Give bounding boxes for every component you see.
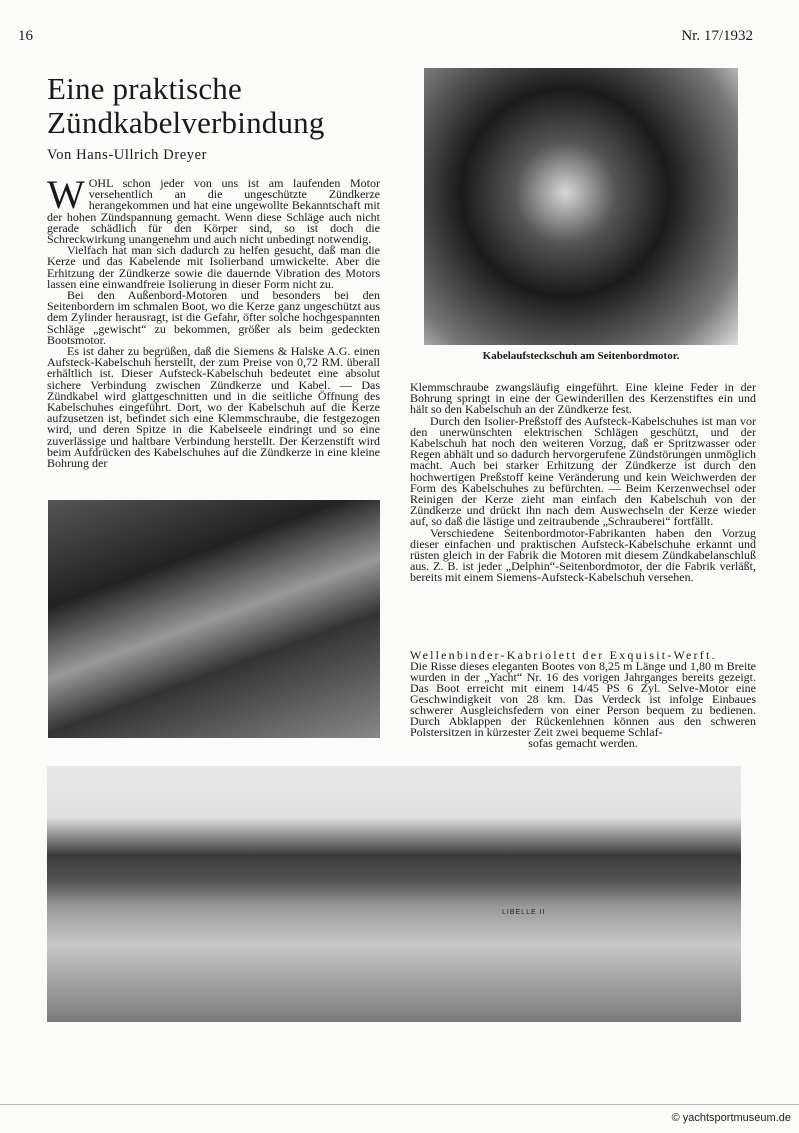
article-title [47, 72, 325, 140]
paragraph: Verschiedene Seitenbordmotor-Fabrikanten haben den Vorzug dieser einfachen und praktischen Aufsteck-Kabelschuhe erkannt und rüsten gleich in der Fabrik die Motoren mit diesem Zündkabelanschluß aus. Z. B. ist jeder „Delphin“-Seitenbordmotor, der die Fabrik verläßt, bereits mit einem Siemens-Aufsteck-Kabelschuh versehen. [410, 525, 756, 585]
page-number: 16 [18, 28, 33, 44]
cabriolet-boat-photo [48, 500, 380, 738]
paragraph [47, 172, 380, 247]
boat-caption-heading: Wellenbinder-Kabriolett der Exquisit-Werft. [410, 648, 717, 662]
right-column [410, 382, 756, 584]
engine-photo [424, 68, 738, 345]
left-column [47, 172, 380, 471]
paragraph: Es ist daher zu begrüßen, daß die Siemens & Halske A.G. einen Aufsteck-Kabelschuh herstellt, der zum Preise von 0,72 RM. überall erhältlich ist. Dieser Aufsteck-Kabelschuh bedeutet eine absolut sichere Verbindung zwischen Zündkerze und Kabel. — Das Zündkabel wird glattgeschnitten und in die seitliche Öffnung des Kabelschuhes eingeführt. Dort, wo der Kabelschuh auf die Kerze aufzusetzen ist, befindet sich eine Klemmschraube, die festgezogen wird, und deren Spitze in die Kabelseele eindringt und so eine zuverlässige und haltbare Verbindung herstellt. Der Kerzenstift wird beim Aufdrücken des Kabelschuhes auf die Zündkerze in eine kleine Bohrung der [47, 344, 380, 471]
paragraph: Bei den Außenbord-Motoren und besonders bei den Seitenbordern im schmalen Boot, wo die Kerze ganz ungeschützt aus dem Zylinder herausragt, ist die Gefahr, öfter solche hochgespannten Schläge „gewischt“ zu bekommen, größer als beim gedeckten Bootsmotor. [47, 288, 380, 347]
motorboat-underway-photo [47, 766, 741, 1022]
boat-caption [410, 650, 756, 749]
title-line-2: Zündkabelverbindung [47, 105, 325, 140]
engine-photo-caption: Kabelaufsteckschuh am Seitenbordmotor. [482, 350, 680, 362]
title-line-1: Eine praktische [47, 71, 242, 106]
byline: Von Hans-Ullrich Dreyer [47, 147, 208, 163]
drop-cap: W [47, 172, 85, 217]
boat-name-lettering: LIBELLE II [502, 909, 546, 916]
paragraph: Klemmschraube zwangsläufig eingeführt. Eine kleine Feder in der Bohrung springt in eine der Gewinderillen des Kerzenstiftes ein und hält so den Kabelschuh an der Zündkerze fest. [410, 380, 756, 417]
boat-caption-body: Die Risse dieses eleganten Bootes von 8,25 m Länge und 1,80 m Breite wurden in der „Yacht“ Nr. 16 des vorigen Jahrganges bereits gezeigt. Das Boot erreicht mit einem 14/45 PS 6 Zyl. Selve-Motor eine Geschwindigkeit von 28 km. Das Verdeck ist infolge Einbaues schwerer Ausgleichsfedern von einer Person bequem zu bedienen. Durch Abklappen der Rückenlehnen können aus den schweren Polstersitzen in kürzester Zeit zwei bequeme Schlaf- [410, 659, 756, 739]
paragraph: Durch den Isolier-Preßstoff des Aufsteck-Kabelschuhes ist man vor den unerwünschten elektrischen Schlägen geschützt, und der Kabelschuh hat noch den weiteren Vorzug, daß er Spritzwasser oder Regen abhält und so dadurch hervorgerufene Zündstörungen unmöglich macht. Auch bei starker Erhitzung der Zündkerze ist durch den hochwertigen Preßstoff keine Veränderung und kein Weichwerden der Form des Kabelschuhes zu befürchten. — Beim Kerzenwechsel oder Reinigen der Kerze zieht man einfach den Kabelschuh von der Zündkerze und drückt ihn nach dem Auswechseln der Kerze wieder auf, so daß die lästige und zeitraubende „Schrauberei“ fortfällt. [410, 413, 756, 529]
paragraph-text: OHL schon jeder von uns ist am laufenden Motor versehentlich an die ungeschützte Zündkerze herangekommen und hat eine ungewollte Bekanntschaft mit der hohen Zündspannung gemacht. Wenn diese Schläge auch nicht gerade schädlich für den Körper sind, so ist doch die Schreckwirkung unangenehm und auch nicht unbedingt notwendig. [47, 176, 380, 247]
issue-number: Nr. 17/1932 [681, 28, 753, 44]
paragraph: Vielfach hat man sich dadurch zu helfen gesucht, daß man die Kerze und das Kabelende mit Isolierband umwickelte. Aber die Erhitzung der Zündkerze sowie die dauernde Vibration des Motors lassen eine einwandfreie Isolierung in dieser Form nicht zu. [47, 243, 380, 291]
boat-caption-last-line: sofas gemacht werden. [528, 736, 638, 750]
footer-divider [0, 1104, 799, 1105]
watermark: © yachtsportmuseum.de [671, 1112, 791, 1124]
